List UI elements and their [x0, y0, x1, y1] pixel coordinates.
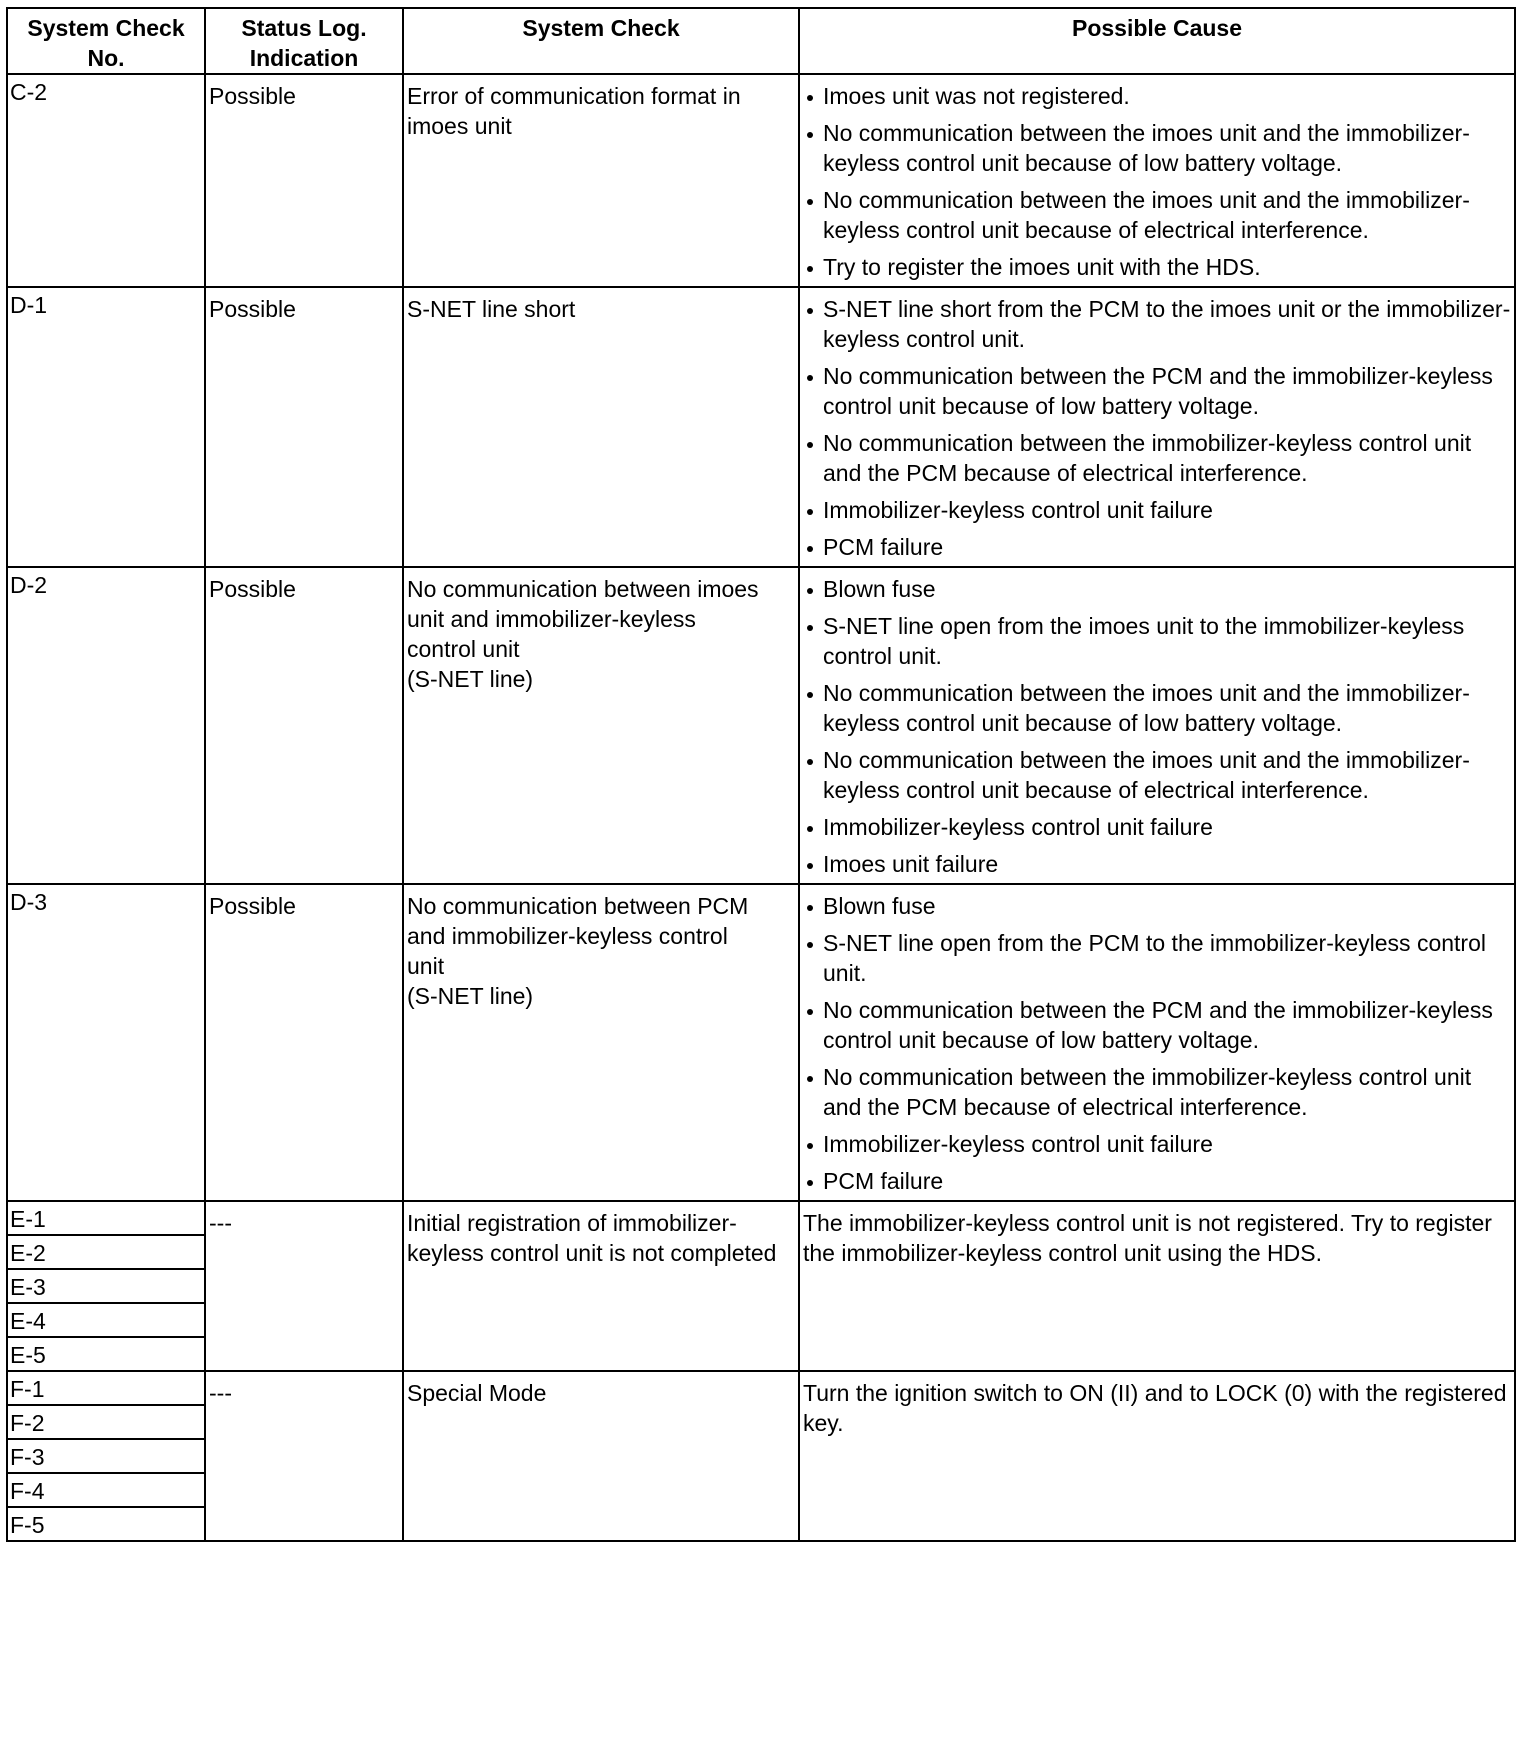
system-check-no: F-3	[7, 1439, 205, 1473]
cause-item: Imoes unit failure	[803, 849, 1511, 879]
possible-cause	[799, 287, 1515, 567]
table-row	[7, 1201, 1515, 1235]
cause-item: S-NET line short from the PCM to the imoes unit or the immobilizer-keyless control unit.	[803, 294, 1511, 354]
diagnostic-table	[6, 7, 1516, 1542]
cause-item: Imoes unit was not registered.	[803, 81, 1511, 111]
table-row	[7, 287, 1515, 567]
cause-item: No communication between the PCM and the immobilizer-keyless control unit because of low battery voltage.	[803, 361, 1511, 421]
status-log-indication: Possible	[205, 287, 403, 567]
system-check: Special Mode	[403, 1371, 799, 1541]
cause-item: Blown fuse	[803, 891, 1511, 921]
cause-list	[803, 294, 1511, 562]
system-check-no: E-5	[7, 1337, 205, 1371]
cause-item: Immobilizer-keyless control unit failure	[803, 1129, 1511, 1159]
cause-item: Immobilizer-keyless control unit failure	[803, 812, 1511, 842]
status-log-indication: ---	[205, 1371, 403, 1541]
possible-cause: The immobilizer-keyless control unit is not registered. Try to register the immobilizer-keyless control unit using the HDS.	[799, 1201, 1515, 1371]
header-system-check: System Check	[403, 8, 799, 74]
header-possible-cause: Possible Cause	[799, 8, 1515, 74]
cause-item: Blown fuse	[803, 574, 1511, 604]
cause-item: No communication between the immobilizer-keyless control unit and the PCM because of electrical interference.	[803, 428, 1511, 488]
system-check-no: E-1	[7, 1201, 205, 1235]
possible-cause	[799, 74, 1515, 287]
system-check-no: F-4	[7, 1473, 205, 1507]
cause-item: PCM failure	[803, 1166, 1511, 1196]
table-row	[7, 567, 1515, 884]
cause-item: S-NET line open from the imoes unit to the immobilizer-keyless control unit.	[803, 611, 1511, 671]
system-check-no: D-2	[7, 567, 205, 884]
system-check-no: F-2	[7, 1405, 205, 1439]
system-check-no: D-1	[7, 287, 205, 567]
table-row	[7, 1371, 1515, 1405]
possible-cause	[799, 567, 1515, 884]
system-check-no: F-1	[7, 1371, 205, 1405]
system-check: Error of communication format in imoes unit	[403, 74, 799, 287]
status-log-indication: Possible	[205, 884, 403, 1201]
system-check-no: E-2	[7, 1235, 205, 1269]
system-check-no: F-5	[7, 1507, 205, 1541]
possible-cause	[799, 884, 1515, 1201]
system-check: No communication between imoes unit and immobilizer-keyless control unit (S-NET line)	[403, 567, 799, 884]
header-row	[7, 8, 1515, 74]
system-check: No communication between PCM and immobilizer-keyless control unit (S-NET line)	[403, 884, 799, 1201]
cause-item: No communication between the PCM and the immobilizer-keyless control unit because of low battery voltage.	[803, 995, 1511, 1055]
cause-item: S-NET line open from the PCM to the immobilizer-keyless control unit.	[803, 928, 1511, 988]
cause-item: PCM failure	[803, 532, 1511, 562]
system-check-no: D-3	[7, 884, 205, 1201]
header-system-check-no: System Check No.	[7, 8, 205, 74]
system-check-no: E-4	[7, 1303, 205, 1337]
system-check-no: E-3	[7, 1269, 205, 1303]
header-status-log-indication: Status Log. Indication	[205, 8, 403, 74]
cause-item: No communication between the imoes unit and the immobilizer-keyless control unit because of low battery voltage.	[803, 118, 1511, 178]
cause-item: No communication between the imoes unit and the immobilizer-keyless control unit because of electrical interference.	[803, 185, 1511, 245]
cause-item: No communication between the imoes unit and the immobilizer-keyless control unit because of low battery voltage.	[803, 678, 1511, 738]
cause-item: Try to register the imoes unit with the HDS.	[803, 252, 1511, 282]
cause-item: No communication between the imoes unit and the immobilizer-keyless control unit because of electrical interference.	[803, 745, 1511, 805]
cause-item: No communication between the immobilizer-keyless control unit and the PCM because of electrical interference.	[803, 1062, 1511, 1122]
cause-item: Immobilizer-keyless control unit failure	[803, 495, 1511, 525]
status-log-indication: ---	[205, 1201, 403, 1371]
cause-list	[803, 81, 1511, 282]
cause-list	[803, 891, 1511, 1196]
system-check: Initial registration of immobilizer-keyless control unit is not completed	[403, 1201, 799, 1371]
cause-list	[803, 574, 1511, 879]
system-check-no: C-2	[7, 74, 205, 287]
table-row	[7, 74, 1515, 287]
status-log-indication: Possible	[205, 567, 403, 884]
table-row	[7, 884, 1515, 1201]
status-log-indication: Possible	[205, 74, 403, 287]
system-check: S-NET line short	[403, 287, 799, 567]
possible-cause: Turn the ignition switch to ON (II) and to LOCK (0) with the registered key.	[799, 1371, 1515, 1541]
